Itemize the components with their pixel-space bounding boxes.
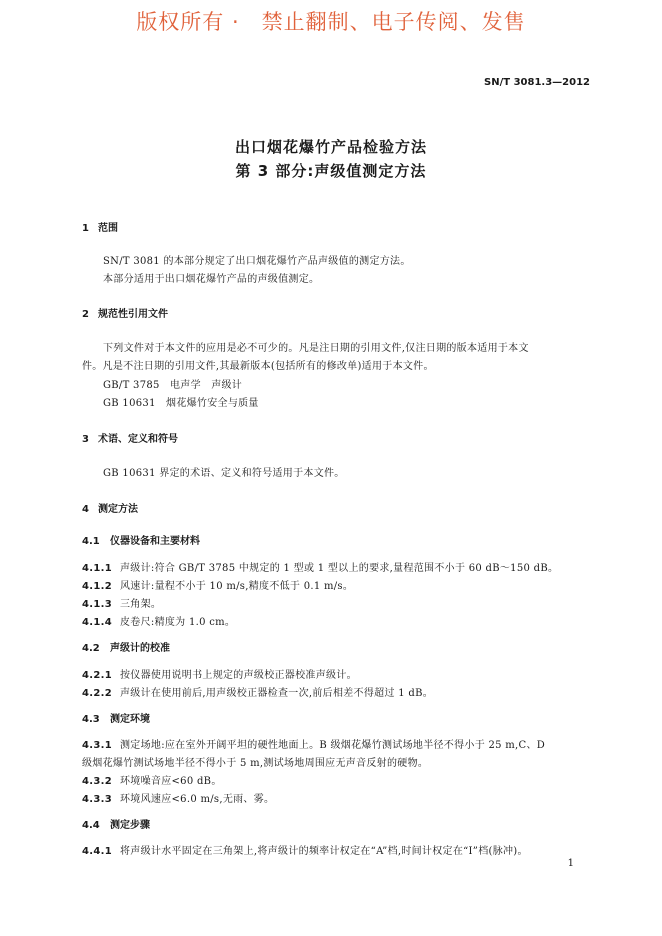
clause <box>82 577 353 592</box>
clause-text: 将声级计水平固定在三角架上,将声级计的频率计权定在“A”档,时间计权定在“Ⅰ”档(脉冲)。 <box>120 846 528 857</box>
normative-reference: GB/T 3785 电声学 声级计 <box>103 380 243 391</box>
clause-text: 环境噪音应<60 dB。 <box>120 776 222 787</box>
paragraph: 本部分适用于出口烟花爆竹产品的声级值测定。 <box>103 274 320 285</box>
section-number: 4 <box>82 504 89 515</box>
section-1-heading <box>82 219 118 234</box>
section-title: 范围 <box>98 223 118 234</box>
clause-number: 4.2.2 <box>82 688 112 699</box>
clause <box>82 559 558 574</box>
clause-text: 皮卷尺:精度为 1.0 cm。 <box>120 617 236 628</box>
clause-text: 声级计:符合 GB/T 3785 中规定的 1 型或 1 型以上的要求,量程范围不小于 60 dB～150 dB。 <box>120 563 559 574</box>
section-number: 3 <box>82 434 89 445</box>
normative-reference: GB 10631 烟花爆竹安全与质量 <box>103 398 259 409</box>
document-title: 出口烟花爆竹产品检验方法 <box>234 138 427 156</box>
clause-number: 4.3.2 <box>82 776 112 787</box>
section-number: 4.1 <box>82 536 100 547</box>
clause <box>82 684 433 699</box>
clause-text: 环境风速应<6.0 m/s,无雨、雾。 <box>120 794 275 805</box>
document-code: SN/T 3081.3—2012 <box>484 77 590 88</box>
section-number: 4.3 <box>82 714 100 725</box>
clause-text: 测定场地:应在室外开阔平坦的硬性地面上。B 级烟花爆竹测试场地半径不得小于 25 m,C、D <box>120 740 546 751</box>
clause-continued: 级烟花爆竹测试场地半径不得小于 5 m,测试场地周围应无声音反射的硬物。 <box>82 758 429 769</box>
clause <box>82 736 545 751</box>
section-title: 测定环境 <box>110 714 150 725</box>
clause-number: 4.1.2 <box>82 581 112 592</box>
clause <box>82 772 222 787</box>
subsection-4-1-heading <box>82 532 200 547</box>
section-title: 测定步骤 <box>110 820 150 831</box>
clause <box>82 842 528 857</box>
clause-number: 4.3.1 <box>82 740 112 751</box>
section-2-heading <box>82 305 168 320</box>
subsection-4-3-heading <box>82 710 150 725</box>
clause-number: 4.1.1 <box>82 563 112 574</box>
paragraph-continued: 件。凡是不注日期的引用文件,其最新版本(包括所有的修改单)适用于本文件。 <box>82 361 434 372</box>
subsection-4-2-heading <box>82 639 170 654</box>
clause-number: 4.1.4 <box>82 617 112 628</box>
clause-text: 按仪器使用说明书上规定的声级校正器校准声级计。 <box>120 670 357 681</box>
paragraph: GB 10631 界定的术语、定义和符号适用于本文件。 <box>103 468 345 479</box>
section-title: 仪器设备和主要材料 <box>110 536 200 547</box>
clause <box>82 595 161 610</box>
clause <box>82 613 235 628</box>
clause <box>82 790 274 805</box>
section-number: 4.2 <box>82 643 100 654</box>
clause-number: 4.4.1 <box>82 846 112 857</box>
copyright-watermark: 版权所有 · 禁止翻制、电子传阅、发售 <box>136 10 526 34</box>
document-subtitle: 第 3 部分:声级值测定方法 <box>235 162 427 180</box>
section-number: 1 <box>82 223 89 234</box>
section-4-heading <box>82 500 138 515</box>
subsection-4-4-heading <box>82 816 150 831</box>
clause-text: 声级计在使用前后,用声级校正器检查一次,前后相差不得超过 1 dB。 <box>120 688 434 699</box>
paragraph: SN/T 3081 的本部分规定了出口烟花爆竹产品声级值的测定方法。 <box>103 256 411 267</box>
section-title: 测定方法 <box>98 504 138 515</box>
clause-number: 4.2.1 <box>82 670 112 681</box>
section-3-heading <box>82 430 178 445</box>
paragraph: 下列文件对于本文件的应用是必不可少的。凡是注日期的引用文件,仅注日期的版本适用于本文 <box>103 343 529 354</box>
clause <box>82 666 357 681</box>
section-title: 术语、定义和符号 <box>98 434 178 445</box>
page-number: 1 <box>567 858 574 869</box>
clause-number: 4.3.3 <box>82 794 112 805</box>
clause-text: 风速计:量程不小于 10 m/s,精度不低于 0.1 m/s。 <box>120 581 354 592</box>
clause-number: 4.1.3 <box>82 599 112 610</box>
section-number: 4.4 <box>82 820 100 831</box>
section-number: 2 <box>82 309 89 320</box>
section-title: 规范性引用文件 <box>98 309 168 320</box>
section-title: 声级计的校准 <box>110 643 170 654</box>
clause-text: 三角架。 <box>120 599 162 610</box>
